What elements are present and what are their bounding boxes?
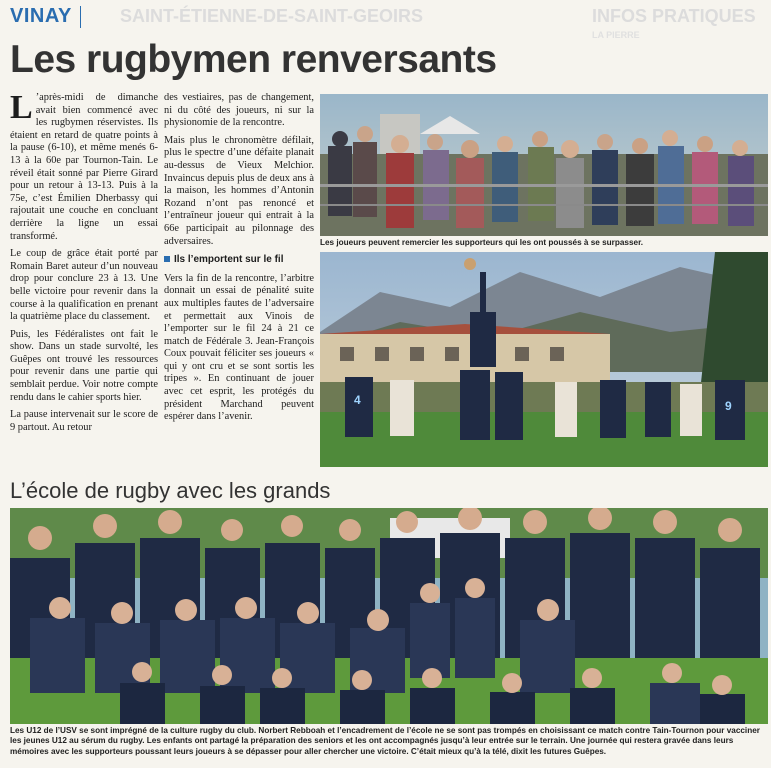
paragraph: Vers la fin de la rencontre, l’arbitre donnait un essai de pénalité suite aux multiples fautes de l’adversaire et permettait aux Vinois de l’emporter sur le fil 24 à 21 ce match de Fédérale 3. Jean-François Coux pouvait féliciter ses joueurs « qui y ont cru et se sont sortis les tripes ». En continuant de jouer avec cet esprit, les protégés du président Marchand peuvent espérer dans l’avenir. xyxy=(164,272,314,423)
photo-lineout xyxy=(320,252,768,467)
article-column-1 xyxy=(10,89,158,439)
subhead-bullet-icon xyxy=(164,256,170,262)
paragraph: Le coup de grâce était porté par Romain Baret auteur d’un nouveau drop pour conclure 23 à 13. Une belle victoire pour revenir dans la course à la qualification en prenant la quatrième place du classement. xyxy=(10,248,158,323)
section-headline: L’école de rugby avec les grands xyxy=(10,478,331,503)
caption-team: Les U12 de l’USV se sont imprégné de la culture rugby du club. Norbert Rebboah et l’encadrement de l’école ne se sont pas trompés en choisissant ce match contre Tain-Tournon pour vacciner les jeunes U12 au sérum du rugby. Les enfants ont partagé la préparation des seniors et les ont accompagnés jusqu’à leur entrée sur le terrain. Une journée qui restera gravée dans leurs mémoires avec les supporteurs poussant leurs joueurs à se dépasser pour aller chercher une victoire. C’était mieux qu’à la télé, dixit les futures Guêpes. xyxy=(10,726,760,756)
paragraph: Puis, les Fédéralistes ont fait le show. Dans un stade survolté, les Guêpes ont trouvé les ressources pour revenir dans une partie qui semblait perdue. Voir notre compte rendu dans le cahier sports hier. xyxy=(10,328,158,403)
svg-text:9: 9 xyxy=(725,399,732,413)
paragraph: des vestiaires, pas de changement, ni du côté des joueurs, ni sur la physionomie de la rencontre. xyxy=(164,92,314,129)
photo-team xyxy=(10,508,768,724)
bleed-through-heading-left: SAINT-ÉTIENNE-DE-SAINT-GEOIRS xyxy=(120,6,424,26)
paragraph: Mais plus le chronomètre défilait, plus le spectre d’une défaite planait au-dessus de Vieux Melchior. Invaincus depuis plus de deux ans à la maison, les hommes d’Antonin Rozand n’ont pas renoncé et l’entraîneur joueur qui entrait à la 66e participait au pilonnage des adversaires. xyxy=(164,134,314,247)
article-headline: Les rugbymen renversants xyxy=(10,38,497,81)
paragraph: L ’après-midi de dimanche avait bien commencé avec les rugbymen réservistes. Ils étaient en retard de quatre points à la pause (6-10), et même menés 6-13 à la 60e par Tournon-Tain. Le réveil était sonné par Pierre Girard pour un retour à 13-13. Puis à la 75e, c’est Émilien Dherbassy qui rajoutait une couche en concluant derrière la ligne un essai transformé. xyxy=(10,89,158,242)
section-tag: VINAY xyxy=(10,5,72,27)
section-tag-divider xyxy=(80,6,81,28)
drop-cap: L xyxy=(10,89,33,126)
bleed-through-subheading: LA PIERRE xyxy=(592,30,640,40)
article-column-2 xyxy=(164,92,314,429)
paragraph: La pause intervenait sur le score de 9 partout. Au retour xyxy=(10,409,158,433)
bleed-through-heading-right: INFOS PRATIQUES xyxy=(592,6,756,26)
svg-text:4: 4 xyxy=(354,393,361,407)
photo-supporters xyxy=(320,94,768,236)
article-subhead: Ils l’emportent sur le fil xyxy=(164,254,314,267)
caption-supporters: Les joueurs peuvent remercier les supporteurs qui les ont poussés à se surpasser. xyxy=(320,238,644,247)
